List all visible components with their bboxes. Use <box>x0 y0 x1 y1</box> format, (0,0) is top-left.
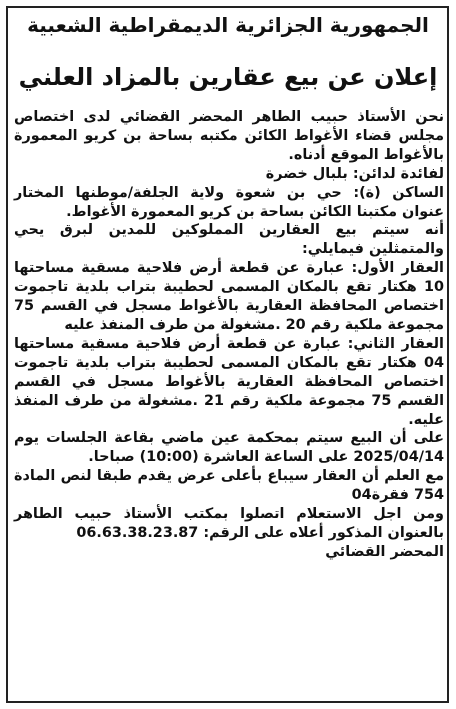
paragraph-sale-intro: أنه سيتم بيع العقارين المملوكين للمدين لبرق يحي والمتمثلين فيمايلي: <box>14 222 444 258</box>
paragraph-property-one: العقار الأول: عبارة عن قطعة أرض فلاحية مسقية مساحتها 10 هكتار تقع بالمكان المسمى لحطيبة بتراب بلدية تاجموت اختصاص المحافظة العقارية بالأغواط مسجل في القسم 75 مجموعة ملكية رقم 20 .مشغولة من طرف المنفذ عليه <box>14 260 444 333</box>
republic-header: الجمهورية الجزائرية الديمقراطية الشعبية <box>27 13 429 37</box>
paragraph-bailiff: نحن الأستاذ حبيب الطاهر المحضر القضائي لدى اختصاص مجلس قضاء الأغواط الكائن مكتبه بساحة بن كريو المعمورة بالأغواط الموقع أدناه. <box>14 109 444 163</box>
signature: المحضر القضائي <box>325 543 444 560</box>
paragraph-contact: ومن اجل الاستعلام اتصلوا بمكتب الأستاذ حبيب الطاهر بالعنوان المذكور أعلاه على الرقم: 06.63.38.23.87 <box>14 506 444 541</box>
paragraph-property-two: العقار الثاني: عبارة عن قطعة أرض فلاحية مسقية مساحتها 04 هكتار تقع بالمكان المسمى لحطيبة بتراب بلدية تاجموت اختصاص المحافظة العقارية بالأغواط مسجل في القسم القسم 75 مجموعة ملكية رقم 21 .مشغولة من طرف المنفذ عليه. <box>14 335 444 428</box>
paragraph-creditor: لفائدة لدائن: بلبال خضرة <box>265 165 444 182</box>
paragraph-highest-bid: مع العلم أن العقار سيباع بأعلى عرض يقدم طبقا لنص المادة 754 فقرة04 <box>14 468 444 504</box>
notice-title: إعلان عن بيع عقارين بالمزاد العلني <box>18 63 438 91</box>
paragraph-residence: الساكن (ة): حي بن شعوة ولاية الجلفة/موطنها المختار عنوان مكتبنا الكائن بساحة بن كريو المعمورة الأغواط. <box>14 184 444 220</box>
paragraph-auction-date: على أن البيع سيتم بمحكمة عين ماضي بقاعة الجلسات يوم 2025/04/14 على الساعة العاشرة (10:00) صباحا. <box>14 430 444 466</box>
notice-body <box>14 108 444 562</box>
